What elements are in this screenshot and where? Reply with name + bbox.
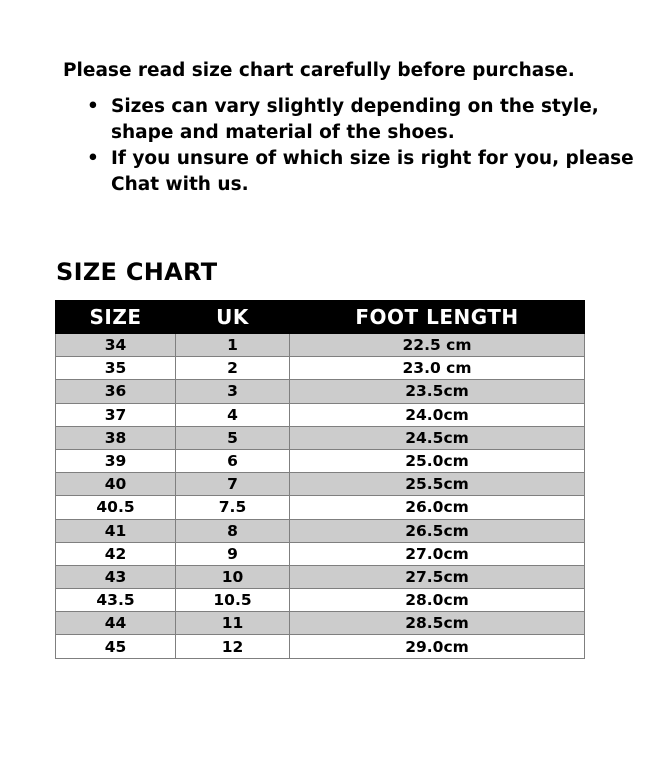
table-row — [56, 334, 585, 357]
cell-size: 39 — [56, 449, 176, 472]
bullet-icon: • — [87, 148, 99, 169]
cell-uk: 7.5 — [176, 496, 290, 519]
table-row — [56, 426, 585, 449]
cell-foot-length: 25.5cm — [290, 473, 585, 496]
notice-bullet-text: Sizes can vary slightly depending on the style, shape and material of the shoes. — [111, 96, 599, 143]
cell-size: 40 — [56, 473, 176, 496]
cell-foot-length: 23.0 cm — [290, 357, 585, 380]
cell-uk: 3 — [176, 380, 290, 403]
purchase-notice — [63, 58, 643, 198]
cell-size: 40.5 — [56, 496, 176, 519]
cell-foot-length: 27.5cm — [290, 565, 585, 588]
table-row — [56, 380, 585, 403]
size-chart-heading: SIZE CHART — [56, 258, 218, 286]
cell-uk: 10 — [176, 565, 290, 588]
notice-bullet-list — [63, 94, 643, 198]
column-header-uk: UK — [176, 301, 290, 334]
table-row — [56, 496, 585, 519]
cell-size: 44 — [56, 612, 176, 635]
table-row — [56, 635, 585, 658]
notice-intro: Please read size chart carefully before purchase. — [63, 60, 575, 81]
cell-uk: 4 — [176, 403, 290, 426]
cell-uk: 12 — [176, 635, 290, 658]
cell-uk: 7 — [176, 473, 290, 496]
cell-foot-length: 26.5cm — [290, 519, 585, 542]
size-chart-table — [55, 300, 585, 659]
bullet-icon: • — [87, 96, 99, 117]
table-row — [56, 542, 585, 565]
table-row — [56, 403, 585, 426]
notice-bullet-text: If you unsure of which size is right for you, please Chat with us. — [111, 148, 634, 195]
cell-size: 37 — [56, 403, 176, 426]
cell-foot-length: 28.0cm — [290, 589, 585, 612]
notice-bullet-item — [63, 94, 643, 146]
cell-uk: 2 — [176, 357, 290, 380]
cell-size: 35 — [56, 357, 176, 380]
cell-foot-length: 25.0cm — [290, 449, 585, 472]
cell-uk: 6 — [176, 449, 290, 472]
cell-size: 38 — [56, 426, 176, 449]
table-row — [56, 612, 585, 635]
size-chart-body — [56, 334, 585, 659]
table-row — [56, 473, 585, 496]
cell-size: 42 — [56, 542, 176, 565]
table-header-row — [56, 301, 585, 334]
cell-foot-length: 29.0cm — [290, 635, 585, 658]
cell-size: 36 — [56, 380, 176, 403]
cell-size: 41 — [56, 519, 176, 542]
cell-uk: 5 — [176, 426, 290, 449]
cell-foot-length: 28.5cm — [290, 612, 585, 635]
cell-foot-length: 24.0cm — [290, 403, 585, 426]
cell-uk: 9 — [176, 542, 290, 565]
column-header-size: SIZE — [56, 301, 176, 334]
cell-foot-length: 22.5 cm — [290, 334, 585, 357]
table-row — [56, 589, 585, 612]
cell-foot-length: 26.0cm — [290, 496, 585, 519]
table-row — [56, 519, 585, 542]
cell-size: 45 — [56, 635, 176, 658]
cell-uk: 1 — [176, 334, 290, 357]
cell-uk: 11 — [176, 612, 290, 635]
notice-bullet-item — [63, 146, 643, 198]
cell-uk: 8 — [176, 519, 290, 542]
cell-size: 43 — [56, 565, 176, 588]
table-row — [56, 565, 585, 588]
cell-foot-length: 24.5cm — [290, 426, 585, 449]
table-row — [56, 449, 585, 472]
cell-size: 34 — [56, 334, 176, 357]
column-header-foot-length: FOOT LENGTH — [290, 301, 585, 334]
cell-foot-length: 23.5cm — [290, 380, 585, 403]
cell-size: 43.5 — [56, 589, 176, 612]
cell-foot-length: 27.0cm — [290, 542, 585, 565]
cell-uk: 10.5 — [176, 589, 290, 612]
table-row — [56, 357, 585, 380]
